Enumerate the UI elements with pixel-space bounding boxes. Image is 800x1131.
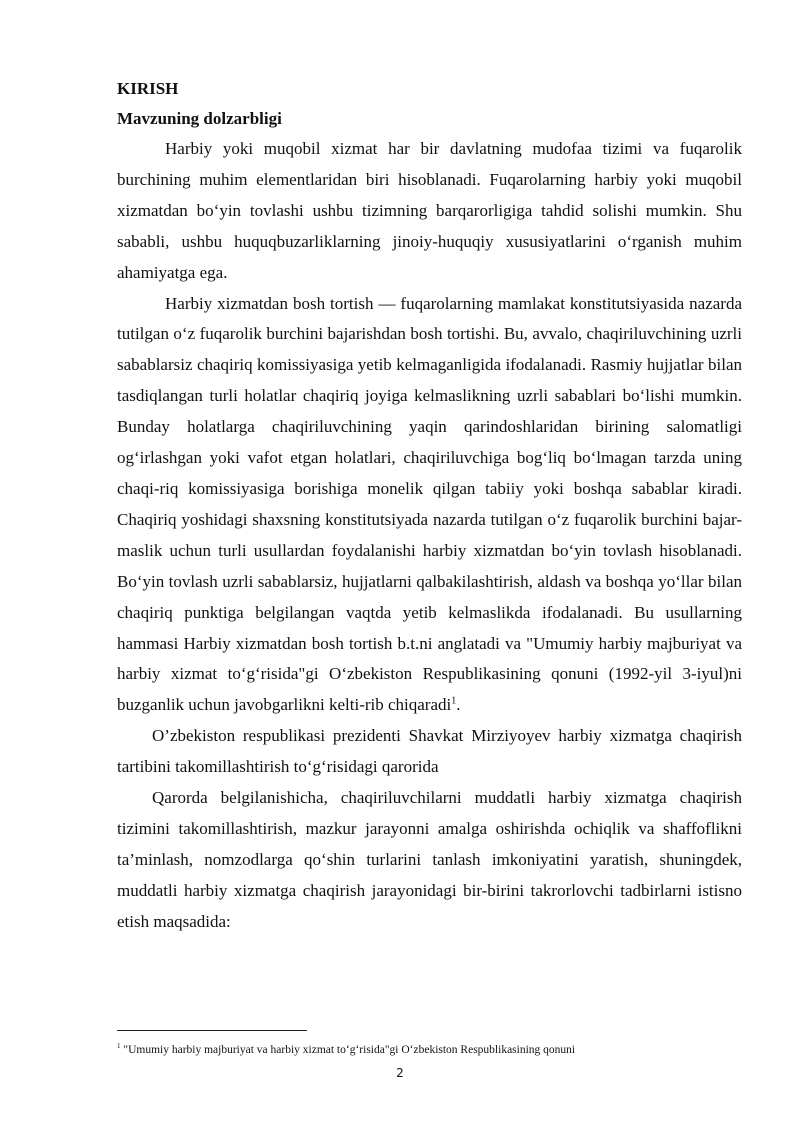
document-body <box>117 74 742 938</box>
footnote-text: "Umumiy harbiy majburiyat va harbiy xizmat to‘g‘risida"gi O‘zbekiston Respublikasining qonuni <box>120 1044 576 1056</box>
paragraph-3: O’zbekiston respublikasi prezidenti Shavkat Mirziyoyev harbiy xizmatga chaqirish tartibini takomillashtirish to‘g‘risidagi qarorida <box>117 726 742 777</box>
paragraph-4: Qarorda belgilanishicha, chaqiriluvchilarni muddatli harbiy xizmatga chaqirish tizimini takomillashtirish, mazkur jarayonni amalga oshirishda ochiqlik va shaffoflikni ta’minlash, nomzodlarga qo‘shin turlarini tanlash imkoniyatini yaratish, shuningdek, muddatli harbiy xizmatga chaqirish jarayonidagi bir-birini takrorlovchi tadbirlarni istisno etish maqsadida: <box>117 788 742 931</box>
section-subheading: Mavzuning dolzarbligi <box>117 109 282 128</box>
paragraph-2 <box>117 289 742 722</box>
footnote-marker: 1 <box>117 1042 121 1051</box>
paragraph-1: Harbiy yoki muqobil xizmat har bir davlatning mudofaa tizimi va fuqarolik burchining muhim elementlaridan biri hisoblanadi. Fuqarolarning harbiy yoki muqobil xizmatdan bo‘yin tovlashi ushbu tizimning barqarorligiga tahdid solishi mumkin. Shu sababli, ushbu huquqbuzarliklarning jinoiy-huquqiy xususiyatlarini o‘rganish muhim ahamiyatga ega. <box>117 139 742 282</box>
footnote-separator <box>117 1030 307 1031</box>
section-heading: KIRISH <box>117 79 179 98</box>
footnote <box>117 1042 742 1058</box>
paragraph-2-text: Harbiy xizmatdan bosh tortish — fuqarolarning mamlakat konstitutsiyasida nazarda tutilgan o‘z fuqarolik burchini bajarishdan bosh tortishi. Bu, avvalo, chaqiriluvchining uzrli sabablarsiz chaqiriq komissiyasiga yetib kelmaganligida ifodalanadi. Rasmiy hujjatlar bilan tasdiqlangan turli holatlar chaqiriq joyiga kelmaslikning uzrli sabablari bo‘lishi mumkin. Bunday holatlarga chaqiriluvchining yaqin qarindoshlaridan birining salomatligi og‘irlashgan yoki vafot etgan holatlari, chaqiriluvchiga bog‘liq bo‘lmagan tarzda uning chaqi-riq komissiyasiga borishiga monelik qilgan tabiiy yoki boshqa sabablar kiradi. Chaqiriq yoshidagi shaxsning konstitutsiyada nazarda tutilgan o‘z fuqarolik burchini bajar-maslik uchun turli usullardan foydalanishi harbiy xizmatdan bo‘yin tovlash hisoblanadi. Bo‘yin tovlash uzrli sabablarsiz, hujjatlarni qalbakilashtirish, aldash va boshqa yo‘llar bilan chaqiriq punktiga belgilangan vaqtda yetib kelmaslikda ifodalanadi. Bu usullarning hammasi Harbiy xizmatdan bosh tortish b.t.ni anglatadi va "Umumiy harbiy majburiyat va harbiy xizmat to‘g‘risida"gi O‘zbekiston Respublikasining qonuni (1992-yil 3-iyul)ni buzganlik uchun javobgarlikni kelti-rib chiqaradi <box>117 293 742 715</box>
footnote-reference[interactable]: 1 <box>451 695 457 707</box>
page-number: 2 <box>396 1066 404 1080</box>
paragraph-2-end: . <box>456 695 461 715</box>
